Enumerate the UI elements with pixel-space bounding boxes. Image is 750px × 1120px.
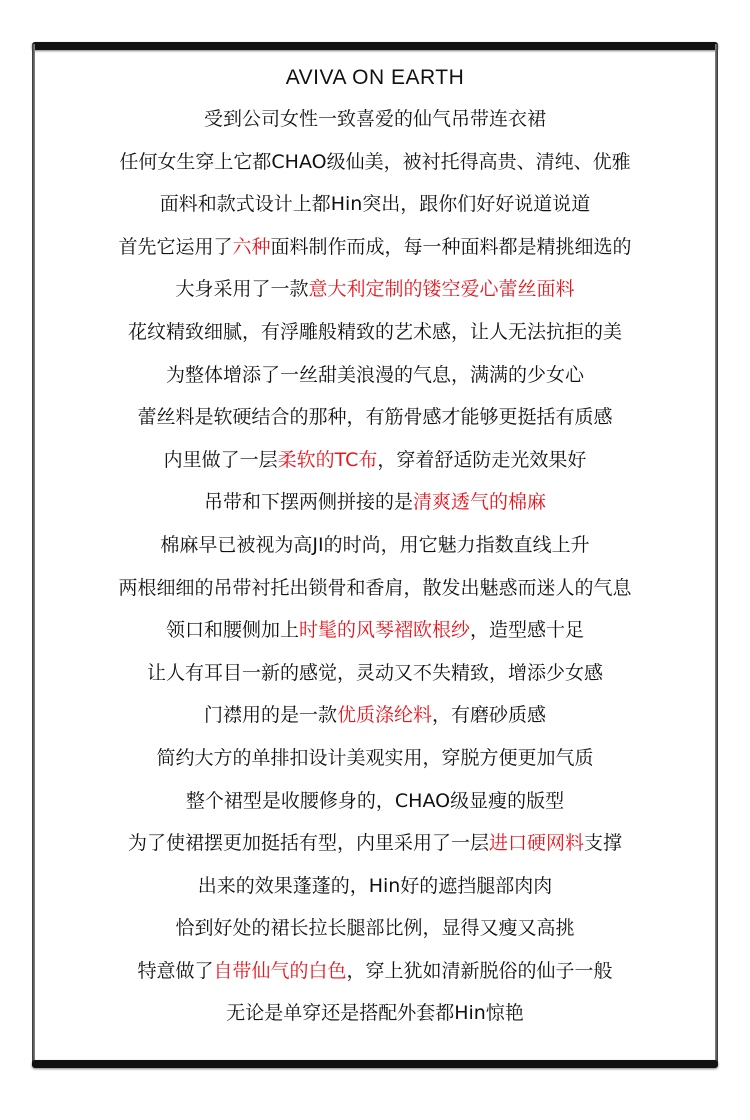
description-line	[40, 609, 710, 652]
line-text: 整个裙型是收腰修身的，CHAO级显瘦的版型	[185, 789, 565, 812]
description-line	[40, 694, 710, 737]
line-text: 任何女生穿上它都CHAO级仙美，被衬托得高贵、清纯、优雅	[119, 150, 631, 173]
description-line	[40, 183, 710, 226]
line-text: 支撑	[584, 832, 623, 855]
highlighted-text: 意大利定制的镂空爱心蕾丝面料	[308, 278, 575, 301]
line-text: 面料和款式设计上都Hin突出，跟你们好好说道说道	[159, 193, 591, 216]
line-text: 花纹精致细腻，有浮雕般精致的艺术感，让人无法抗拒的美	[127, 320, 622, 343]
highlighted-text: 进口硬网料	[488, 832, 584, 855]
highlighted-text: 自带仙气的白色	[213, 959, 347, 982]
description-line	[40, 524, 710, 567]
line-text: ，造型感十足	[470, 619, 585, 642]
description-line	[40, 907, 710, 950]
line-text: 两根细细的吊带衬托出锁骨和香肩，散发出魅惑而迷人的气息	[118, 576, 632, 599]
description-line	[40, 822, 710, 865]
highlighted-text: 优质涤纶料	[336, 704, 432, 727]
description-line	[40, 268, 710, 311]
line-text: 特意做了	[137, 959, 214, 982]
description-line	[40, 992, 710, 1035]
line-text: 面料制作而成，每一种面料都是精挑细选的	[270, 235, 632, 258]
line-text: ，穿着舒适防走光效果好	[377, 448, 587, 471]
brand-title: AVIVA ON EARTH	[285, 66, 465, 89]
description-line	[40, 481, 710, 524]
line-text: 门襟用的是一款	[203, 704, 337, 727]
description-line	[40, 780, 710, 823]
description-line	[40, 396, 710, 439]
description-line	[40, 354, 710, 397]
highlighted-text: 柔软的TC布	[277, 448, 378, 471]
line-text: 大身采用了一款	[175, 278, 309, 301]
line-text: 出来的效果蓬蓬的，Hin好的遮挡腿部肉肉	[197, 874, 553, 897]
line-text: 蕾丝料是软硬结合的那种，有筋骨感才能够更挺括有质感	[137, 406, 613, 429]
line-text: 为了使裙摆更加挺括有型，内里采用了一层	[127, 832, 489, 855]
line-text: 简约大方的单排扣设计美观实用，穿脱方便更加气质	[156, 746, 594, 769]
description-line	[40, 141, 710, 184]
line-text: 受到公司女性一致喜爱的仙气吊带连衣裙	[203, 108, 546, 130]
description-line	[40, 567, 710, 610]
description-line	[40, 226, 710, 269]
highlighted-text: 时髦的风琴褶欧根纱	[298, 619, 470, 642]
line-text: ，有磨砂质感	[432, 704, 547, 727]
description-line	[40, 311, 710, 354]
bottom-scroll-bar	[32, 1060, 718, 1068]
product-description	[40, 58, 710, 1035]
description-line	[40, 439, 710, 482]
description-line	[40, 865, 710, 908]
left-border	[32, 44, 35, 1066]
line-text: 棉麻早已被视为高JI的时尚，用它魅力指数直线上升	[160, 533, 590, 556]
line-text: 为整体增添了一丝甜美浪漫的气息，满满的少女心	[165, 363, 584, 386]
highlighted-text: 六种	[232, 235, 271, 258]
line-text: 首先它运用了	[118, 235, 233, 258]
description-lines	[40, 98, 710, 1035]
line-text: 让人有耳目一新的感觉，灵动又不失精致，增添少女感	[146, 661, 603, 684]
line-text: 吊带和下摆两侧拼接的是	[203, 491, 413, 514]
line-text: ，穿上犹如清新脱俗的仙子一般	[346, 959, 613, 982]
line-text: 领口和腰侧加上	[165, 619, 299, 642]
top-scroll-bar	[32, 42, 718, 50]
description-line	[40, 652, 710, 695]
description-line	[40, 950, 710, 993]
description-line	[40, 98, 710, 141]
line-text: 内里做了一层	[163, 448, 278, 471]
line-text: 无论是单穿还是搭配外套都Hin惊艳	[226, 1002, 524, 1025]
highlighted-text: 清爽透气的棉麻	[413, 491, 547, 514]
right-border	[715, 44, 718, 1066]
line-text: 恰到好处的裙长拉长腿部比例，显得又瘦又高挑	[175, 917, 575, 940]
description-line	[40, 737, 710, 780]
